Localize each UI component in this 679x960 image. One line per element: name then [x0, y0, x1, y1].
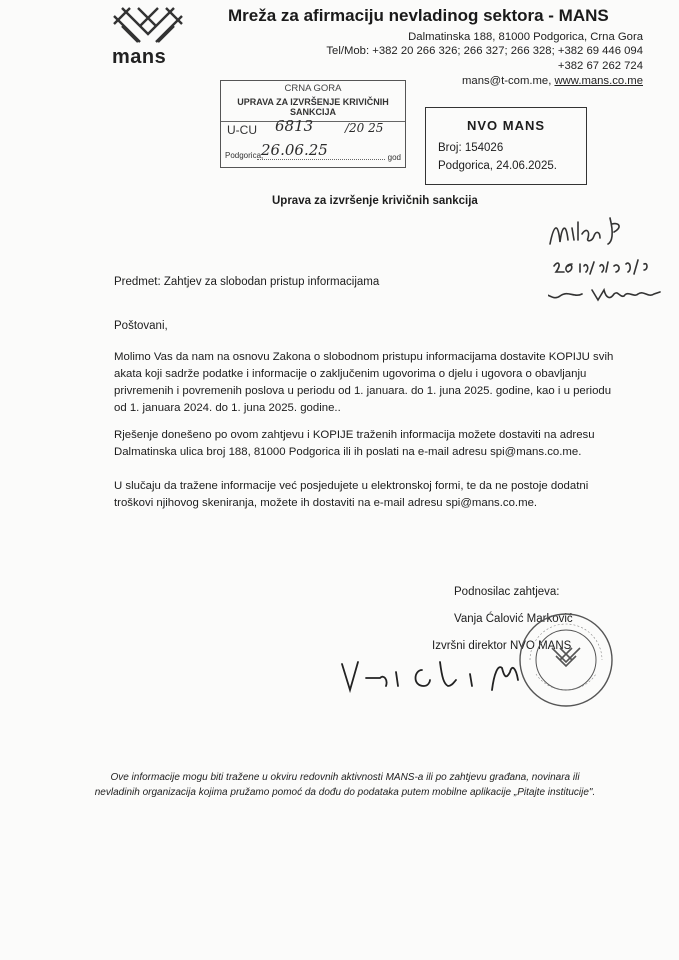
- handwritten-annotation: [548, 214, 668, 314]
- stamp-place-label: Podgorica,: [225, 151, 264, 160]
- header-phone: Tel/Mob: +382 20 266 326; 266 327; 266 328; +382 69 446 094: [326, 45, 643, 57]
- signature-title: Izvršni direktor NVO MANS: [432, 640, 572, 652]
- handwritten-signature: [336, 650, 526, 700]
- logo-wordmark: mans: [112, 46, 167, 68]
- header-mobile: +382 67 262 724: [557, 60, 643, 72]
- received-stamp: [220, 80, 406, 168]
- header-separator: ,: [548, 75, 552, 87]
- mans-seal-icon: [516, 610, 616, 710]
- stamp-year-suffix: god: [387, 153, 401, 162]
- header-website-link[interactable]: www.mans.co.me: [554, 75, 643, 87]
- stamp-ref-year: /20 25: [345, 121, 384, 135]
- stamp-date-line: [257, 159, 385, 160]
- stamp-institution: UPRAVA ZA IZVRŠENJE KRIVIČNIH SANKCIJA: [221, 97, 405, 122]
- signature-label: Podnosilac zahtjeva:: [454, 586, 560, 598]
- header-address: Dalmatinska 188, 81000 Podgorica, Crna Gora: [408, 31, 643, 43]
- signature-name: Vanja Ćalović Marković: [454, 613, 573, 625]
- nvo-title: NVO MANS: [466, 118, 546, 133]
- stamp-ref-prefix: U-CU: [227, 123, 257, 137]
- header-email[interactable]: mans@t-com.me: [462, 75, 549, 87]
- stamp-date: 26.06.25: [261, 141, 328, 159]
- body-paragraph-1: Molimo Vas da nam na osnovu Zakona o slobodnom pristupu informacijama dostavite KOPIJU svih akata koji sadrže podatke i informacije o zaključenim ugovorima o djelu i ugovora o obavljanju privremenih i povremenih poslova u periodu od 1. januara. do 1. juna 2025. godine, kao i u periodu od 1. januara 2024. do 1. juna 2025. godine..: [114, 351, 614, 414]
- nvo-broj: Broj: 154026: [438, 142, 504, 154]
- header-contact: [462, 75, 643, 87]
- stamp-ref-number: 6813: [275, 117, 314, 135]
- body-paragraph-2: Rješenje donešeno po ovom zahtjevu i KOPIJE traženih informacija možete dostaviti na adresu Dalmatinska ulica broj 188, 81000 Podgorica ili ih poslati na e-mail adresu spi@mans.co.me.: [114, 429, 595, 458]
- subject-line: Predmet: Zahtjev za slobodan pristup informacijama: [114, 276, 380, 288]
- body-paragraph-3: U slučaju da tražene informacije već posjedujete u elektronskoj formi, te da ne postoje dodatni troškovi njihovog skeniranja, možete ih dostaviti na e-mail adresu spi@mans.co.me.: [114, 480, 589, 509]
- stamp-country: CRNA GORA: [284, 83, 342, 94]
- nvo-reference-box: [425, 107, 587, 185]
- salutation: Poštovani,: [114, 320, 168, 332]
- footer-note: Ove informacije mogu biti tražene u okviru redovnih aktivnosti MANS-a ili po zahtjevu građana, novinara ili nevladinih organizacija kojima pružamo pomoć da dođu do podataka putem mobilne aplikacije „Pitajte institucije".: [94, 772, 596, 798]
- organization-name: Mreža za afirmaciju nevladinog sektora - MANS: [228, 6, 609, 25]
- recipient: Uprava za izvršenje krivičnih sankcija: [272, 195, 478, 207]
- nvo-date: Podgorica, 24.06.2025.: [438, 160, 557, 172]
